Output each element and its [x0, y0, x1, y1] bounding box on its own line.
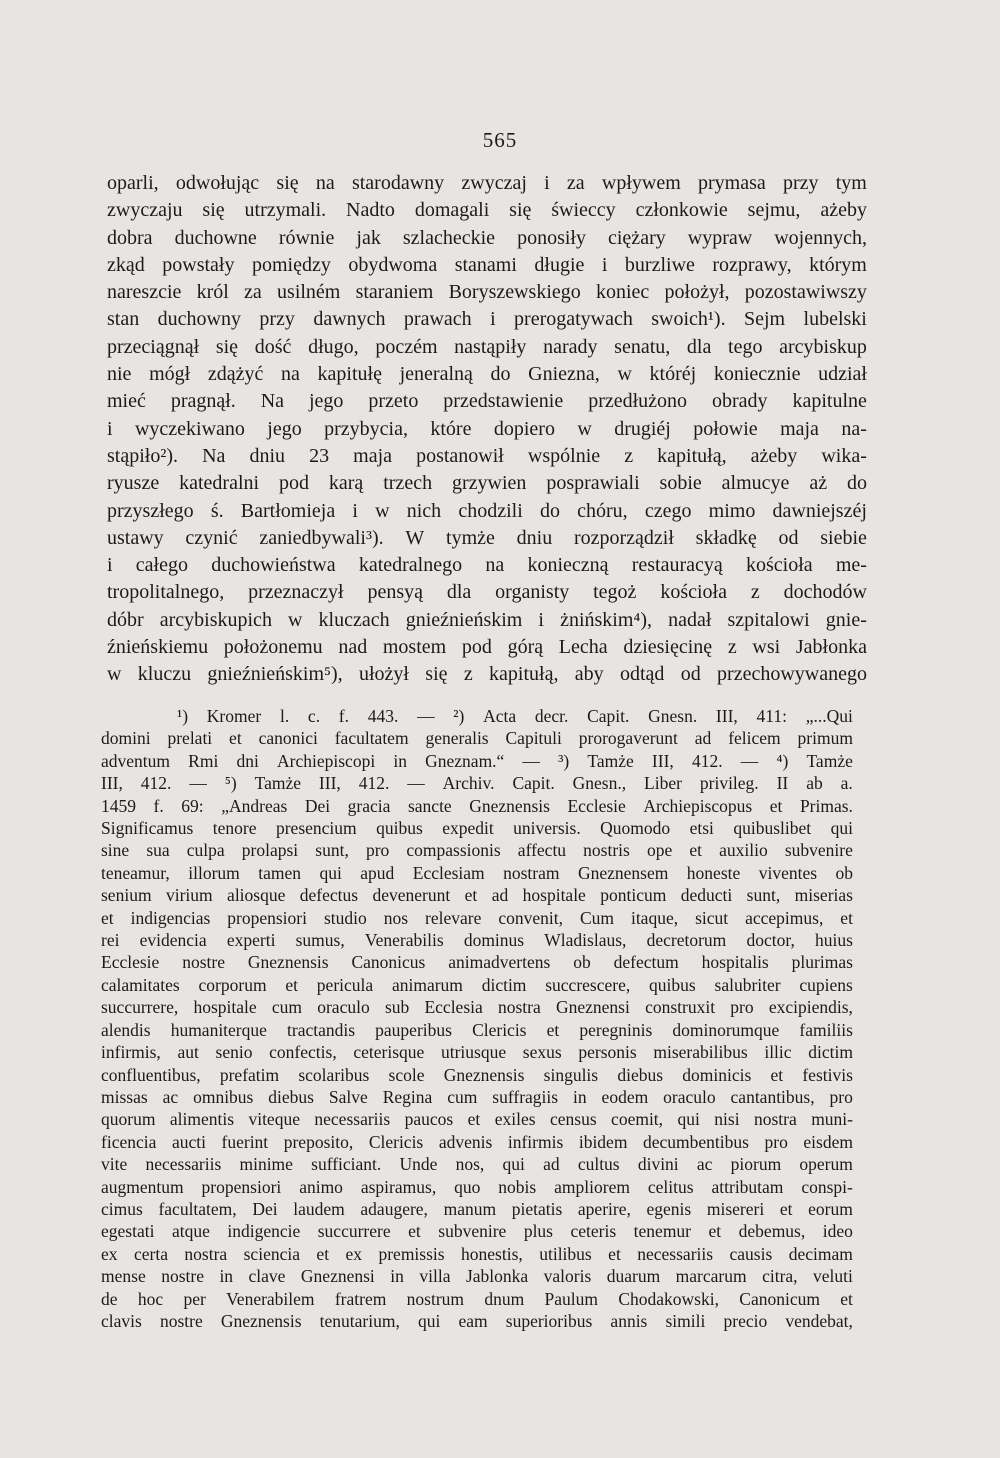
footnote-line: teneamur, illorum tamen qui apud Ecclesiam nostram Gneznensem honeste viventes ob [101, 862, 853, 883]
footnote-line: ¹) Kromer l. c. f. 443. — ²) Acta decr. Capit. Gnesn. III, 411: „...Qui [177, 706, 853, 726]
main-text-line: w kluczu gnieźnieńskim⁵), ułożył się z kapitułą, aby odtąd od przechowywanego [107, 663, 867, 686]
footnote-line: et indigencias propensiori studio nos relevare convenit, Cum itaque, sicut accepimus, et [101, 907, 853, 928]
footnote-line: infirmis, aut senio confectis, ceterisque utriusque sexus personis miserabilibus illic dictim [101, 1042, 853, 1063]
main-text-line: i wyczekiwano jego przybycia, które dopiero w drugiéj połowie maja na- [107, 417, 867, 440]
footnote-line: mense nostre in clave Gneznensi in villa Jablonka valoris duarum marcarum citra, veluti [101, 1266, 853, 1287]
main-text-line: ryusze katedralni pod karą trzech grzywien posprawiali sobie almucye aż do [107, 472, 867, 495]
footnote-line: succurrere, hospitale cum oraculo sub Ecclesia nostra Gneznensi construxit pro excipiendis, [101, 997, 853, 1018]
footnote-line: confluentibus, prefatim scolaribus scole Gneznensis singulis diebus dominicis et festivis [101, 1064, 853, 1085]
main-text-line: ustawy czynić zaniedbywali³). W tymże dniu rozporządził składkę od siebie [107, 526, 867, 549]
footnotes-block [101, 705, 853, 1332]
footnote-line: de hoc per Venerabilem fratrem nostrum dnum Paulum Chodakowski, Canonicum et [101, 1288, 853, 1309]
main-text-line: zkąd powstały pomiędzy obydwoma stanami długie i burzliwe rozprawy, którym [107, 253, 867, 276]
footnote-line: III, 412. — ⁵) Tamże III, 412. — Archiv. Capit. Gnesn., Liber privileg. II ab a. [101, 773, 853, 794]
footnote-line: ficencia aucti fuerint preposito, Clericis advenis infirmis ibidem decumbentibus pro eisdem [101, 1131, 853, 1152]
main-text-line: stan duchowny przy dawnych prawach i prerogatywach swoich¹). Sejm lubelski [107, 308, 867, 331]
main-text-block [107, 170, 867, 689]
footnote-line: quorum alimentis viteque necessariis paucos et exiles census coemit, qui nisi nostra muni- [101, 1109, 853, 1130]
footnote-line: Ecclesie nostre Gneznensis Canonicus animadvertens ob defectum hospitalis plurimas [101, 952, 853, 973]
footnote-line: clavis nostre Gneznensis tenutarium, qui eam superioribus annis simili precio vendebat, [101, 1310, 853, 1331]
footnote-line: Significamus tenore presencium quibus expedit universis. Quomodo etsi quibuslibet qui [101, 818, 853, 839]
main-text-line: dobra duchowne równie jak szlacheckie ponosiły ciężary wypraw wojennych, [107, 226, 867, 249]
main-text-line: mieć pragnął. Na jego przeto przedstawienie przedłużono obrady kapitulne [107, 390, 867, 413]
main-text-line: przyszłego ś. Bartłomieja i w nich chodzili do chóru, czego mimo dawniejszéj [107, 499, 867, 522]
footnote-line: sine sua culpa prolapsi sunt, pro compassionis affectu nostris ope et auxilio subvenire [101, 840, 853, 861]
footnote-line: augmentum propensiori animo aspiramus, quo nobis ampliorem celitus attributam conspi- [101, 1176, 853, 1197]
page-number: 565 [482, 128, 518, 152]
main-text-line: nareszcie król za usilném staraniem Boryszewskiego koniec położył, pozostawiwszy [107, 281, 867, 304]
main-text-line: przeciągnął się dość długo, poczém nastąpiły narady senatu, dla tego arcybiskup [107, 335, 867, 358]
footnote-line: 1459 f. 69: „Andreas Dei gracia sancte Gneznensis Ecclesie Archiepiscopus et Primas. [101, 795, 853, 816]
footnote-line: calamitates corporum et pericula animarum dictim succrescere, quibus salubriter cupiens [101, 974, 853, 995]
main-text-line: tropolitalnego, przeznaczył pensyą dla organisty tegoż kościoła z dochodów [107, 581, 867, 604]
footnote-line: cimus facultatem, Dei laudem adaugere, manum pietatis aperire, egenis misereri et eorum [101, 1198, 853, 1219]
footnote-line: egestati atque indigencie succurrere et subvenire plus ceteris tenemur et debemus, ideo [101, 1221, 853, 1242]
footnote-line: domini prelati et canonici facultatem generalis Capituli prorogaverunt ad felicem primum [101, 728, 853, 749]
footnote-line: adventum Rmi dni Archiepiscopi in Gneznam.“ — ³) Tamże III, 412. — ⁴) Tamże [101, 750, 853, 771]
footnote-line: missas ac omnibus diebus Salve Regina cum suffragiis in eodem oraculo cantantibus, pro [101, 1086, 853, 1107]
main-text-line: nie mógł zdążyć na kapitułę jeneralną do Gniezna, w któréj koniecznie udział [107, 363, 867, 386]
main-text-line: i całego duchowieństwa katedralnego na konieczną restauracyą kościoła me- [107, 554, 867, 577]
main-text-line: oparli, odwołując się na starodawny zwyczaj i za wpływem prymasa przy tym [107, 172, 867, 194]
footnote-line: rei evidencia experti sumus, Venerabilis dominus Wladislaus, decretorum doctor, huius [101, 930, 853, 951]
main-text-line: źnieńskiemu położonemu nad mostem pod górą Lecha dziesięcinę z wsi Jabłonka [107, 636, 867, 659]
main-text-line: dóbr arcybiskupich w kluczach gnieźnieńskim i żnińskim⁴), nadał szpitalowi gnie- [107, 608, 867, 631]
footnote-line: vite necessariis minime sufficiant. Unde nos, qui ad cultus divini ac piorum operum [101, 1154, 853, 1175]
main-text-line: stąpiło²). Na dniu 23 maja postanowił wspólnie z kapitułą, ażeby wika- [107, 444, 867, 467]
main-text-line: zwyczaju się utrzymali. Nadto domagali się świeccy członkowie sejmu, ażeby [107, 199, 867, 222]
footnote-line: alendis humaniterque tractandis pauperibus Clericis et peregninis dominorumque familiis [101, 1019, 853, 1040]
footnote-line: senium virium aliosque defectus devenerunt et ad hospitale ponticum deducti sunt, miserias [101, 885, 853, 906]
footnote-line: ex certa nostra sciencia et ex premissis honestis, utilibus et necessariis causis decimam [101, 1243, 853, 1264]
